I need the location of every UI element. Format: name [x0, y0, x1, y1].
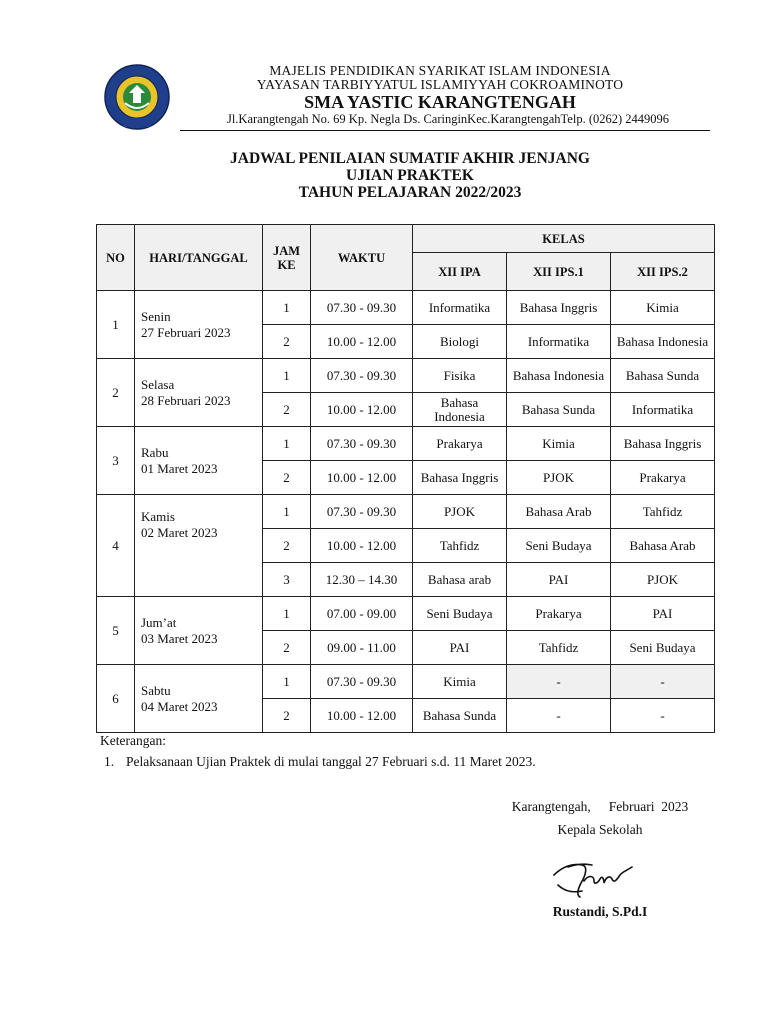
subject-xii-ipa: Bahasa Inggris	[413, 461, 507, 495]
session-time: 10.00 - 12.00	[311, 529, 413, 563]
day-date-cell	[135, 427, 263, 495]
academic-year: TAHUN PELAJARAN 2022/2023	[298, 184, 522, 201]
day-date: 03 Maret 2023	[141, 630, 218, 646]
session-time: 12.30 – 14.30	[311, 563, 413, 597]
subject-xii-ips1: Seni Budaya	[507, 529, 611, 563]
subject-xii-ips1: Informatika	[507, 325, 611, 359]
foundation-name: YAYASAN TARBIYYATUL ISLAMIYYAH COKROAMINOTO	[256, 77, 624, 92]
day-name: Jum’at	[141, 614, 177, 630]
subject-xii-ipa: Fisika	[413, 359, 507, 393]
day-date-cell	[135, 665, 263, 733]
signature-place: Karangtengah,	[511, 799, 591, 814]
subject-xii-ips2: Bahasa Sunda	[611, 359, 715, 393]
day-number: 6	[97, 665, 135, 733]
subject-xii-ips2: Prakarya	[611, 461, 715, 495]
subject-xii-ips2: Seni Budaya	[611, 631, 715, 665]
subject-xii-ipa: Bahasa arab	[413, 563, 507, 597]
subject-xii-ipa: PJOK	[413, 495, 507, 529]
subject-xii-ipa: PAI	[413, 631, 507, 665]
subject-xii-ips2: Bahasa Arab	[611, 529, 715, 563]
subject-xii-ips1: -	[507, 665, 611, 699]
document-title: JADWAL PENILAIAN SUMATIF AKHIR JENJANG	[230, 150, 590, 167]
session-time: 07.30 - 09.30	[311, 427, 413, 461]
session-number: 3	[263, 563, 311, 597]
day-name: Sabtu	[141, 682, 171, 698]
note-number: 1.	[104, 754, 115, 769]
session-number: 2	[263, 699, 311, 733]
day-date: 01 Maret 2023	[141, 460, 218, 476]
subject-xii-ips2: Informatika	[611, 393, 715, 427]
header-class-ips2: XII IPS.2	[611, 253, 715, 291]
day-date: 02 Maret 2023	[141, 525, 218, 540]
day-date: 27 Februari 2023	[141, 324, 231, 340]
subject-xii-ips1: PAI	[507, 563, 611, 597]
session-number: 1	[263, 291, 311, 325]
session-number: 2	[263, 631, 311, 665]
table-row	[97, 291, 715, 325]
school-address: Jl.Karangtengah No. 69 Kp. Negla Ds. CaringinKec.KarangtengahTelp. (0262) 2449096	[226, 112, 670, 126]
day-number: 5	[97, 597, 135, 665]
header-class-ipa: XII IPA	[413, 253, 507, 291]
note-item	[104, 754, 536, 770]
day-date: 28 Februari 2023	[141, 392, 231, 408]
table-row	[97, 427, 715, 461]
school-name: SMA YASTIC KARANGTENGAH	[304, 92, 576, 112]
header-jam-ke	[263, 225, 311, 291]
day-number: 1	[97, 291, 135, 359]
session-time: 07.30 - 09.30	[311, 291, 413, 325]
day-name: Senin	[141, 308, 171, 324]
subject-xii-ips1: -	[507, 699, 611, 733]
note-text: Pelaksanaan Ujian Praktek di mulai tanggal 27 Februari s.d. 11 Maret 2023.	[126, 754, 536, 769]
subject-xii-ips1: Bahasa Sunda	[507, 393, 611, 427]
subject-xii-ipa: Kimia	[413, 665, 507, 699]
subject-xii-ipa: Informatika	[413, 291, 507, 325]
session-time: 10.00 - 12.00	[311, 461, 413, 495]
header-waktu: WAKTU	[311, 225, 413, 291]
table-row	[97, 597, 715, 631]
handwritten-signature	[548, 845, 638, 905]
header-class-ips1: XII IPS.1	[507, 253, 611, 291]
session-number: 1	[263, 495, 311, 529]
day-date: 04 Maret 2023	[141, 698, 218, 714]
session-number: 2	[263, 325, 311, 359]
session-number: 1	[263, 597, 311, 631]
signature-role: Kepala Sekolah	[557, 822, 643, 837]
table-row	[97, 495, 715, 529]
day-number: 2	[97, 359, 135, 427]
day-number: 4	[97, 495, 135, 597]
subject-xii-ips2: -	[611, 699, 715, 733]
organization-name: MAJELIS PENDIDIKAN SYARIKAT ISLAM INDONESIA	[269, 63, 611, 78]
session-number: 1	[263, 427, 311, 461]
subject-xii-ipa: Biologi	[413, 325, 507, 359]
subject-xii-ips1: Tahfidz	[507, 631, 611, 665]
session-number: 2	[263, 529, 311, 563]
header-kelas: KELAS	[413, 225, 715, 253]
session-time: 07.30 - 09.30	[311, 665, 413, 699]
day-date-cell	[135, 291, 263, 359]
session-time: 09.00 - 11.00	[311, 631, 413, 665]
subject-xii-ipa: Prakarya	[413, 427, 507, 461]
header-no: NO	[97, 225, 135, 291]
session-number: 1	[263, 359, 311, 393]
subject-xii-ips2: Bahasa Indonesia	[611, 325, 715, 359]
subject-xii-ips2: PJOK	[611, 563, 715, 597]
session-number: 2	[263, 461, 311, 495]
session-number: 1	[263, 665, 311, 699]
subject-xii-ipa: Bahasa Indonesia	[413, 393, 507, 427]
notes-label: Keterangan:	[100, 733, 166, 748]
day-name: Rabu	[141, 444, 169, 460]
session-time: 07.30 - 09.30	[311, 359, 413, 393]
subject-xii-ips1: Bahasa Inggris	[507, 291, 611, 325]
session-time: 10.00 - 12.00	[311, 699, 413, 733]
signature-date: Februari 2023	[608, 799, 689, 814]
subject-xii-ips1: Prakarya	[507, 597, 611, 631]
signatory-name: Rustandi, S.Pd.I	[552, 904, 648, 919]
day-date-cell	[135, 495, 263, 597]
session-time: 07.00 - 09.00	[311, 597, 413, 631]
day-date-cell	[135, 597, 263, 665]
subject-xii-ipa: Seni Budaya	[413, 597, 507, 631]
document-subtitle: UJIAN PRAKTEK	[346, 167, 474, 184]
subject-xii-ipa: Bahasa Sunda	[413, 699, 507, 733]
subject-xii-ips1: Kimia	[507, 427, 611, 461]
school-logo	[103, 63, 171, 131]
subject-xii-ips2: PAI	[611, 597, 715, 631]
header-jam-line: JAM	[272, 243, 301, 258]
day-name: Kamis	[141, 509, 175, 524]
exam-schedule-table	[96, 224, 715, 733]
session-time: 10.00 - 12.00	[311, 325, 413, 359]
subject-xii-ips1: Bahasa Indonesia	[507, 359, 611, 393]
subject-xii-ipa: Tahfidz	[413, 529, 507, 563]
subject-xii-ips2: Kimia	[611, 291, 715, 325]
subject-xii-ips2: -	[611, 665, 715, 699]
day-name: Selasa	[141, 376, 175, 392]
session-time: 10.00 - 12.00	[311, 393, 413, 427]
signature-place-date	[470, 799, 730, 815]
header-ke-line: KE	[277, 257, 296, 272]
subject-xii-ips2: Bahasa Inggris	[611, 427, 715, 461]
day-number: 3	[97, 427, 135, 495]
subject-xii-ips2: Tahfidz	[611, 495, 715, 529]
table-row	[97, 359, 715, 393]
header-hari-tanggal: HARI/TANGGAL	[135, 225, 263, 291]
session-time: 07.30 - 09.30	[311, 495, 413, 529]
day-date-cell	[135, 359, 263, 427]
letterhead-divider	[180, 130, 710, 131]
session-number: 2	[263, 393, 311, 427]
subject-xii-ips1: Bahasa Arab	[507, 495, 611, 529]
subject-xii-ips1: PJOK	[507, 461, 611, 495]
table-row	[97, 665, 715, 699]
